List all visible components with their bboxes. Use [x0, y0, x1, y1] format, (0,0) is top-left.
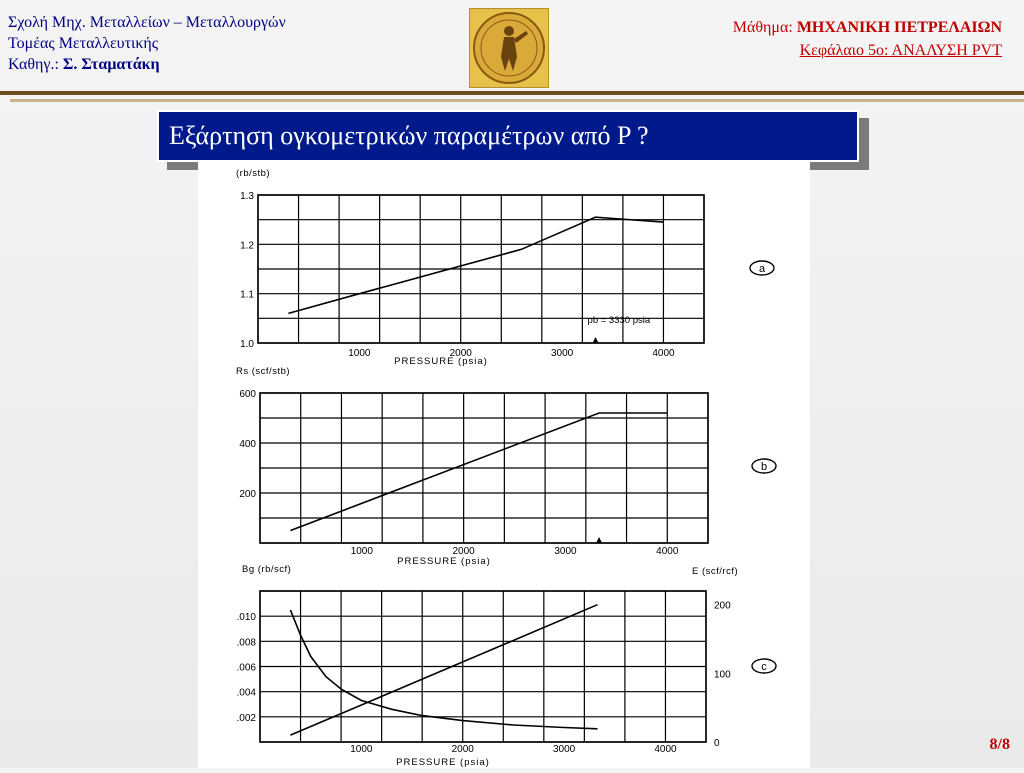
department-name: Τομέας Μεταλλευτικής	[8, 35, 159, 52]
series-line	[288, 217, 663, 313]
x-tick-label: 3000	[550, 348, 574, 359]
y-tick-label: .004	[236, 687, 256, 699]
slide-title: Εξάρτηση ογκομετρικών παραμέτρων από P ?	[157, 110, 859, 162]
y-tick-label: .008	[236, 637, 256, 649]
professor-prefix: Καθηγ.:	[8, 56, 59, 73]
professor-line	[8, 54, 286, 75]
y-tick-label: .010	[236, 612, 256, 624]
y-tick-label: 1.2	[240, 240, 254, 252]
y-tick-label: .002	[236, 712, 256, 724]
y-tick-label: .006	[236, 662, 256, 674]
x-axis-label: PRESSURE (psia)	[396, 757, 490, 768]
y-tick-label: 200	[239, 489, 256, 500]
x-tick-label: 1000	[350, 744, 373, 755]
series-line	[291, 413, 668, 531]
logo-seal-icon	[470, 9, 548, 87]
course-prefix: Μάθημα:	[732, 19, 793, 36]
x-axis-label: PRESSURE (psia)	[394, 356, 488, 367]
y-axis-label: Rs (scf/stb)	[236, 366, 291, 377]
header-left	[8, 12, 286, 75]
panel-label: c	[761, 661, 767, 673]
y-tick-label: 1.3	[240, 191, 254, 202]
y-tick-label: 1.0	[240, 339, 254, 350]
y-right-tick-label: 100	[714, 669, 731, 681]
course-name: ΜΗΧΑΝΙΚΗ ΠΕΤΡΕΛΑΙΩΝ	[796, 19, 1002, 36]
bubble-point-marker	[593, 337, 599, 343]
y-right-axis-label: E (scf/rcf)	[692, 566, 739, 577]
header-right	[733, 16, 1002, 62]
y-tick-label: 600	[239, 389, 256, 400]
chart-a-oil-fvf	[236, 168, 774, 367]
x-tick-label: 4000	[652, 348, 675, 359]
page-number: 8/8	[989, 736, 1010, 753]
y-right-tick-label: 200	[714, 600, 731, 612]
university-logo	[469, 8, 549, 88]
header-divider-thin	[10, 99, 1024, 102]
x-axis-label: PRESSURE (psia)	[397, 556, 491, 567]
y-tick-label: 1.1	[240, 289, 254, 301]
pvt-charts-svg	[198, 162, 810, 768]
x-tick-label: 1000	[348, 348, 371, 359]
x-tick-label: 3000	[552, 744, 576, 755]
bubble-point-annotation: pb = 3330 psia	[587, 315, 651, 326]
x-tick-label: 4000	[654, 744, 677, 755]
series-line	[290, 605, 597, 735]
panel-label: b	[760, 461, 768, 473]
chapter-link[interactable]: Κεφάλαιο 5ο: ΑΝΑΛΥΣΗ PVT	[799, 42, 1002, 59]
y-tick-label: 400	[239, 439, 256, 450]
panel-label: a	[758, 263, 766, 275]
chart-b-solution-gor	[236, 366, 776, 567]
y-axis-label: (rb/stb)	[236, 168, 271, 179]
x-tick-label: 2000	[449, 348, 472, 359]
chart-c-gas-fvf	[237, 564, 776, 768]
course-line	[733, 16, 1002, 39]
y-right-tick-label: 0	[714, 738, 720, 749]
bubble-point-marker	[596, 537, 602, 543]
professor-name: Σ. Σταματάκη	[62, 56, 160, 73]
x-tick-label: 2000	[452, 546, 475, 557]
header-divider	[0, 91, 1024, 95]
school-name: Σχολή Μηχ. Μεταλλείων – Μεταλλουργών	[8, 14, 286, 31]
x-tick-label: 3000	[554, 546, 577, 557]
x-tick-label: 2000	[451, 744, 474, 755]
x-tick-label: 4000	[656, 546, 679, 557]
x-tick-label: 1000	[350, 546, 373, 557]
pvt-figure	[198, 162, 810, 768]
y-axis-label: Bg (rb/scf)	[242, 564, 292, 575]
